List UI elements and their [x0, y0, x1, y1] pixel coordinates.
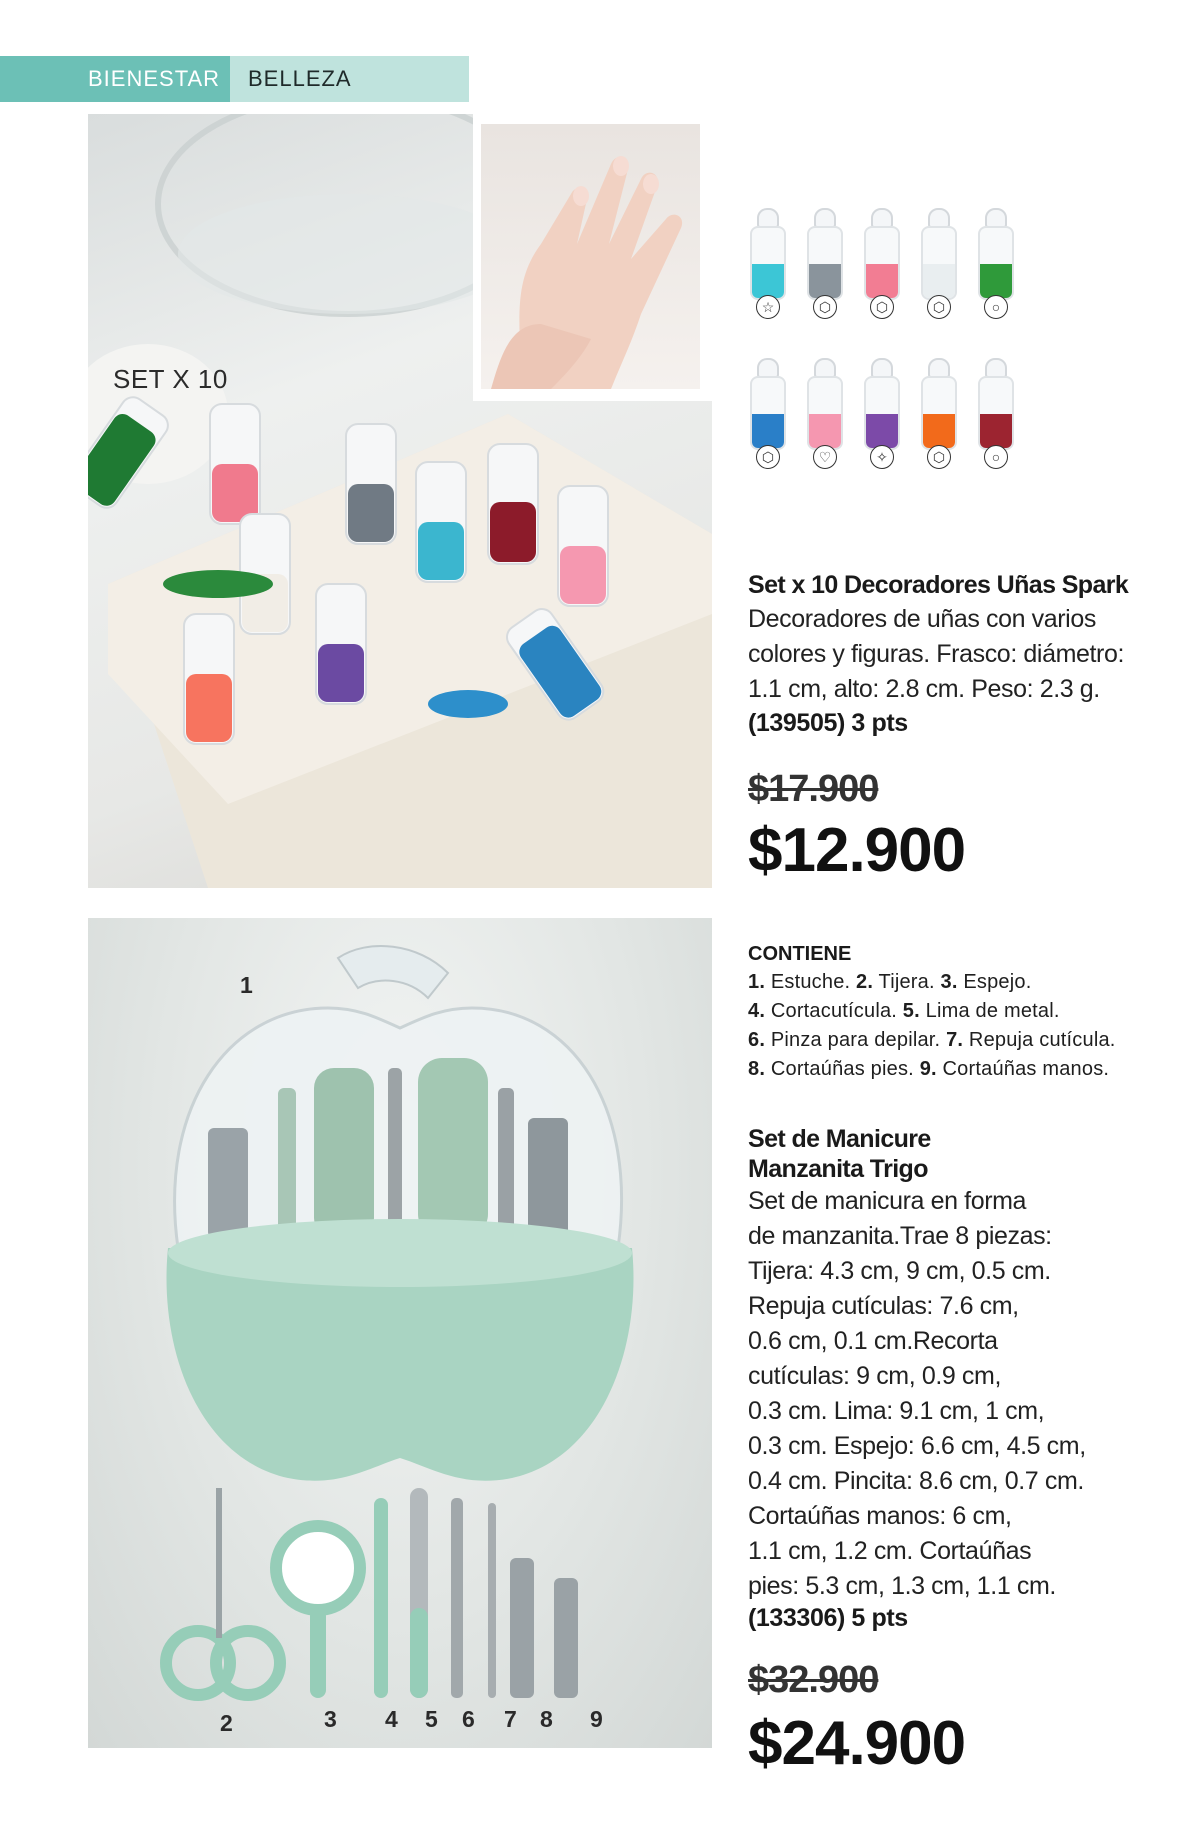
part-number-label: 8	[540, 1706, 553, 1732]
item-text: Repuja cutícula.	[963, 1029, 1116, 1051]
vial-glass	[807, 376, 843, 450]
vial-glitter	[809, 264, 841, 298]
vial-cap	[871, 208, 893, 228]
product1-info	[748, 571, 1178, 886]
vial-cap	[757, 208, 779, 228]
description-line: Decoradores de uñas con varios	[748, 605, 1096, 633]
item-number: 2.	[856, 971, 874, 993]
vial-cap	[985, 358, 1007, 378]
contents-item	[748, 1026, 1178, 1055]
vial-glitter	[923, 414, 955, 448]
item-number: 6.	[748, 1029, 766, 1051]
heart-icon: ♡	[813, 445, 837, 469]
part-number-label: 5	[425, 1706, 438, 1732]
description-line: Tijera: 4.3 cm, 9 cm, 0.5 cm.	[748, 1257, 1051, 1285]
description-line: Repuja cutículas: 7.6 cm,	[748, 1292, 1019, 1320]
glitter-vial	[860, 200, 904, 318]
vial-glitter	[866, 414, 898, 448]
hexagon-icon: ⬡	[756, 445, 780, 469]
item-text: Espejo.	[957, 971, 1032, 993]
vial-glitter	[980, 414, 1012, 448]
tab-belleza: BELLEZA	[230, 56, 469, 102]
glitter-vial	[974, 350, 1018, 468]
contents-list	[748, 968, 1178, 1084]
part-number-label: 9	[590, 1706, 603, 1732]
glitter-vial	[746, 200, 790, 318]
swatch-row	[746, 200, 1086, 318]
hexagon-icon: ⬡	[870, 295, 894, 319]
item-number: 1.	[748, 971, 766, 993]
glitter-vial	[803, 200, 847, 318]
title-line: Set de Manicure	[748, 1125, 931, 1153]
part-number-label: 6	[462, 1706, 475, 1732]
part-number-label: 3	[324, 1706, 337, 1732]
vial-glass	[921, 226, 957, 300]
contents-item	[748, 968, 1178, 997]
description-line: 0.3 cm. Espejo: 6.6 cm, 4.5 cm,	[748, 1432, 1086, 1460]
hexagon-icon: ⬡	[813, 295, 837, 319]
product2-info	[748, 1124, 1178, 1779]
description-line: 0.4 cm. Pincita: 8.6 cm, 0.7 cm.	[748, 1467, 1084, 1495]
color-swatches	[746, 200, 1086, 500]
item-number: 8.	[748, 1058, 766, 1080]
product2-description	[748, 1184, 1178, 1604]
vial-glass	[978, 376, 1014, 450]
item-number: 4.	[748, 1000, 766, 1022]
description-line: colores y figuras. Frasco: diámetro:	[748, 640, 1125, 668]
item-text: Cortaúñas pies.	[765, 1058, 920, 1080]
item-number: 5.	[902, 1000, 920, 1022]
product1-description	[748, 602, 1178, 707]
part-number-label: 4	[385, 1706, 398, 1732]
set-count-badge: SET X 10	[113, 364, 228, 394]
product1-code: (139505) 3 pts	[748, 709, 908, 737]
vial-glitter	[923, 264, 955, 298]
part-number-label: 7	[504, 1706, 517, 1732]
glitter-vial	[746, 350, 790, 468]
vial-cap	[814, 358, 836, 378]
vial-cap	[757, 358, 779, 378]
product1-old-price: $17.900	[748, 768, 879, 810]
vial-glitter	[866, 264, 898, 298]
circle-icon: ○	[984, 295, 1008, 319]
product2-contents	[748, 943, 1178, 1084]
product1-title: Set x 10 Decoradores Uñas Spark	[748, 571, 1129, 599]
vial-glitter	[809, 414, 841, 448]
manicure-hand-inset-photo	[473, 114, 712, 401]
item-text: Lima de metal.	[919, 1000, 1060, 1022]
tab-bienestar: BIENESTAR	[0, 56, 230, 102]
vial-glitter	[752, 264, 784, 298]
glitter-vial	[974, 200, 1018, 318]
product2-old-price: $32.900	[748, 1659, 879, 1701]
vial-cap	[985, 208, 1007, 228]
vial-glass	[750, 376, 786, 450]
glitter-vial	[917, 350, 961, 468]
vial-cap	[928, 208, 950, 228]
hexagon-icon: ⬡	[927, 445, 951, 469]
product2-price: $24.900	[748, 1709, 966, 1778]
description-line: Set de manicura en forma	[748, 1187, 1027, 1215]
item-text: Estuche.	[765, 971, 857, 993]
item-text: Pinza para depilar.	[765, 1029, 947, 1051]
description-line: 0.3 cm. Lima: 9.1 cm, 1 cm,	[748, 1397, 1045, 1425]
hexagon-icon: ⬡	[927, 295, 951, 319]
description-line: 1.1 cm, alto: 2.8 cm. Peso: 2.3 g.	[748, 675, 1100, 703]
section-tabs	[0, 56, 469, 102]
part-number-label: 1	[240, 972, 253, 998]
vial-glitter	[980, 264, 1012, 298]
vial-cap	[814, 208, 836, 228]
description-line: cutículas: 9 cm, 0.9 cm,	[748, 1362, 1001, 1390]
vial-glitter	[752, 414, 784, 448]
hand-illustration	[481, 124, 700, 389]
part-number-label: 2	[220, 1710, 233, 1736]
vial-glass	[864, 376, 900, 450]
manicure-apple-kit-photo	[88, 918, 712, 1748]
vial-glass	[807, 226, 843, 300]
vial-glass	[750, 226, 786, 300]
glitter-vial	[803, 350, 847, 468]
product1-price: $12.900	[748, 816, 966, 885]
vial-cap	[871, 358, 893, 378]
item-number: 7.	[946, 1029, 964, 1051]
item-text: Cortaúñas manos.	[936, 1058, 1110, 1080]
product2-title	[748, 1124, 1178, 1184]
apple-kit-illustration	[88, 918, 712, 1748]
contents-item	[748, 1055, 1178, 1084]
item-number: 3.	[940, 971, 958, 993]
star-icon: ☆	[756, 295, 780, 319]
vial-cap	[928, 358, 950, 378]
title-line: Manzanita Trigo	[748, 1155, 928, 1183]
glitter-vial	[860, 350, 904, 468]
product2-code: (133306) 5 pts	[748, 1604, 908, 1632]
item-number: 9.	[919, 1058, 937, 1080]
vial-glass	[864, 226, 900, 300]
glitter-vial	[917, 200, 961, 318]
description-line: de manzanita.Trae 8 piezas:	[748, 1222, 1052, 1250]
contents-item	[748, 997, 1178, 1026]
description-line: pies: 5.3 cm, 1.3 cm, 1.1 cm.	[748, 1572, 1056, 1600]
item-text: Cortacutícula.	[765, 1000, 903, 1022]
description-line: 0.6 cm, 0.1 cm.Recorta	[748, 1327, 998, 1355]
sparkle-icon: ✧	[870, 445, 894, 469]
circle-icon: ○	[984, 445, 1008, 469]
vial-glass	[921, 376, 957, 450]
item-text: Tijera.	[873, 971, 941, 993]
vial-glass	[978, 226, 1014, 300]
description-line: 1.1 cm, 1.2 cm. Cortaúñas	[748, 1537, 1032, 1565]
contents-heading: CONTIENE	[748, 943, 852, 965]
description-line: Cortaúñas manos: 6 cm,	[748, 1502, 1012, 1530]
swatch-row	[746, 350, 1086, 468]
